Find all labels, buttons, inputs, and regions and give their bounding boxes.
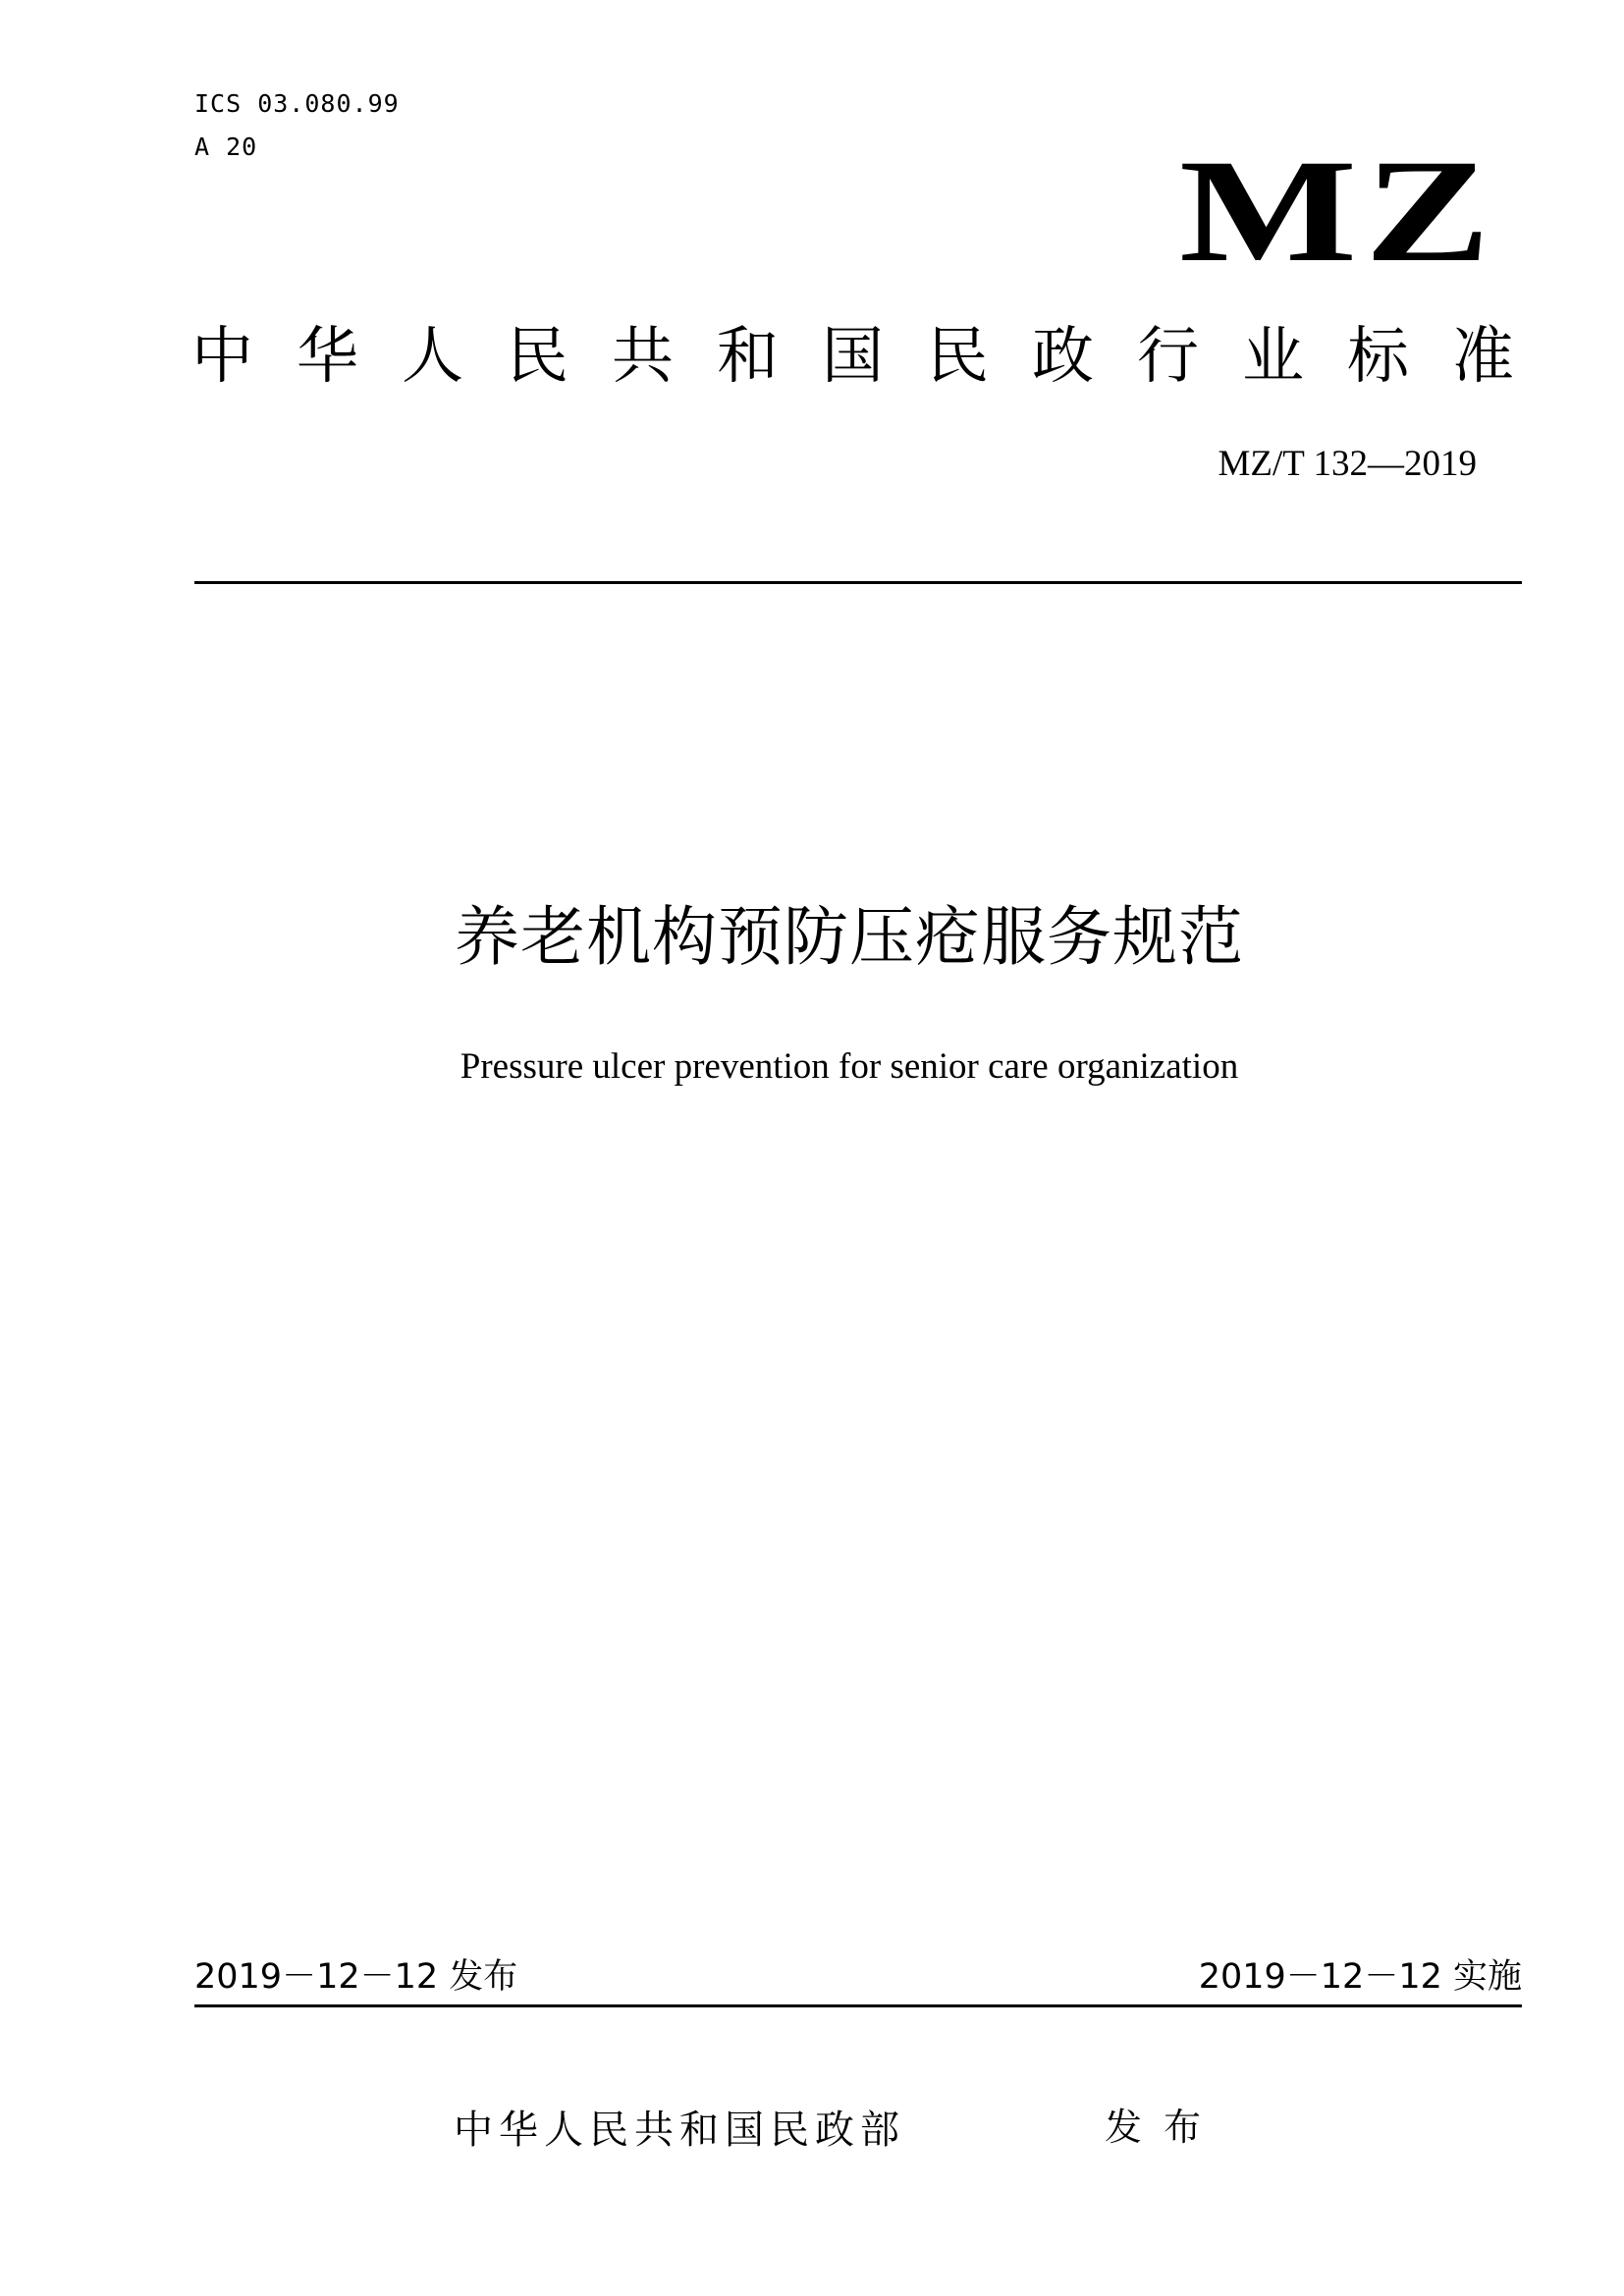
document-title-chinese: 养老机构预防压疮服务规范 xyxy=(455,899,1244,975)
ics-code: ICS 03.080.99 xyxy=(194,89,400,118)
standard-category-title: 中华人民共和国民政行业标准 xyxy=(191,320,1557,392)
top-divider xyxy=(194,581,1522,584)
document-title-english: Pressure ulcer prevention for senior care organization xyxy=(460,1046,1239,1087)
classification-codes xyxy=(194,82,400,169)
ccs-code: A 20 xyxy=(194,133,258,161)
publish-label: 发布 xyxy=(1105,2106,1223,2149)
standard-number: MZ/T 132—2019 xyxy=(1218,444,1477,484)
bottom-divider xyxy=(194,2004,1522,2007)
publisher-name: 中华人民共和国民政部 xyxy=(454,2108,905,2153)
mz-logo: MZ xyxy=(1179,130,1498,293)
issue-date: 2019－12－12 发布 xyxy=(194,1957,518,1997)
implementation-date: 2019－12－12 实施 xyxy=(1198,1957,1522,1997)
